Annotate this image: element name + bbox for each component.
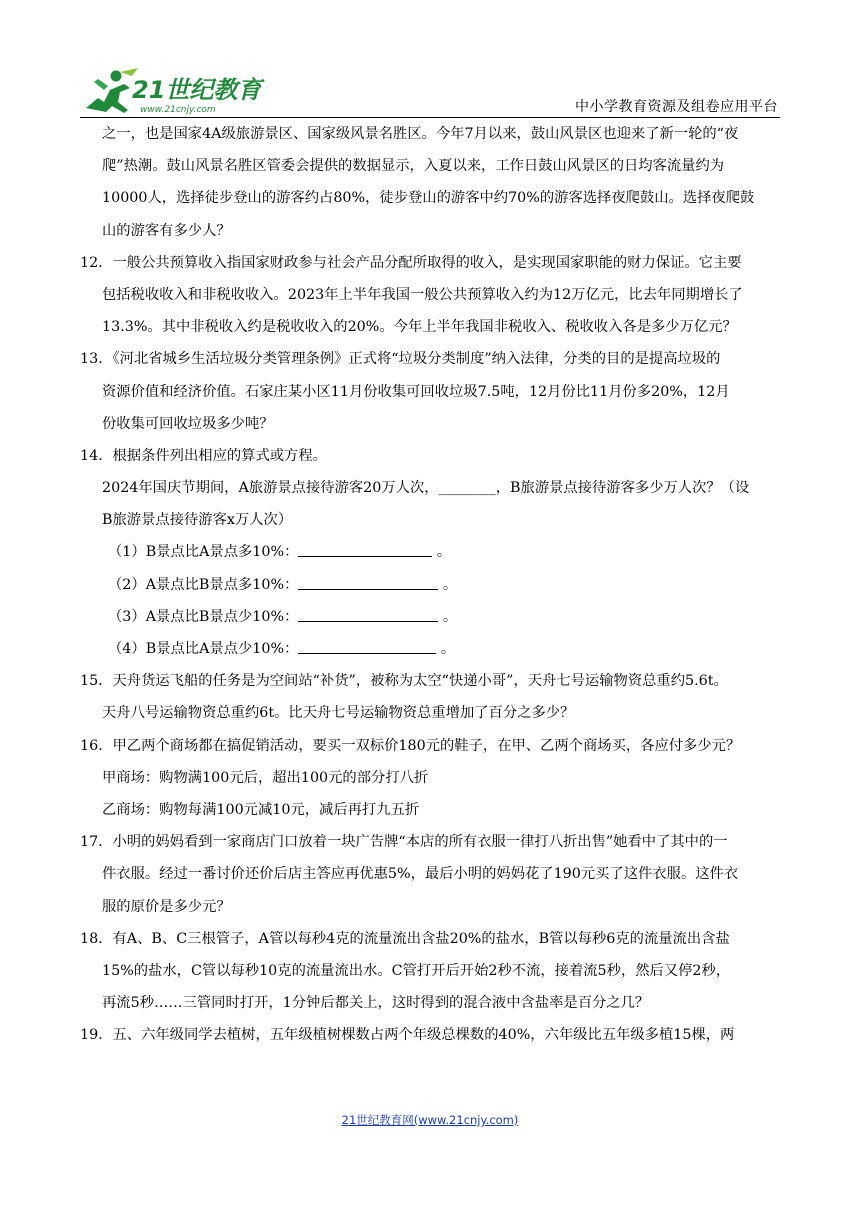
text-line xyxy=(80,408,780,440)
text-line xyxy=(80,504,780,536)
logo-main-text: 21世纪教育 xyxy=(132,76,262,104)
line-text: 16．甲乙两个商场都在搞促销活动，要买一双标价180元的鞋子，在甲、乙两个商场买，各应付多少元？ xyxy=(80,737,741,754)
question-line xyxy=(80,730,780,762)
platform-name: 中小学教育资源及组卷应用平台 xyxy=(575,99,778,115)
line-text: 10000人，选择徒步登山的游客约占80%，徒步登山的游客中约70%的游客选择夜爬鼓山。选择夜爬鼓 xyxy=(102,190,755,207)
text-line xyxy=(80,311,780,343)
question-line xyxy=(80,247,780,279)
line-tail: 。 xyxy=(432,544,452,561)
sub-question-line xyxy=(80,633,780,665)
line-text: 乙商场：购物每满100元减10元，减后再打九五折 xyxy=(102,801,420,818)
line-text: 13.3%。其中非税收入约是税收收入的20%。今年上半年我国非税收入、税收收入各是多少万亿元？ xyxy=(102,319,737,336)
line-text: B旅游景点接待游客x万人次） xyxy=(102,512,293,529)
text-line xyxy=(80,376,780,408)
line-text: 包括税收收入和非税收收入。2023年上半年我国一般公共预算收入约为12万亿元，比去年同期增长了 xyxy=(102,286,743,303)
line-text: 天舟八号运输物资总重约6t。比天舟七号运输物资总重增加了百分之多少？ xyxy=(102,705,575,722)
line-text: 15．天舟货运飞船的任务是为空间站“补货”，被称为太空“快递小哥”，天舟七号运输物资总重约5.6t。 xyxy=(80,673,728,690)
text-line xyxy=(80,987,780,1019)
line-text: 份收集可回收垃圾多少吨？ xyxy=(102,415,274,432)
text-line xyxy=(80,697,780,729)
line-text: 17．小明的妈妈看到一家商店门口放着一块广告牌“本店的所有衣服一律打八折出售”她看中了其中的一 xyxy=(80,834,728,851)
line-tail: 。 xyxy=(438,608,458,625)
line-text: （1）B景点比A景点多10%： xyxy=(108,544,299,561)
line-text: 12．一般公共预算收入指国家财政参与社会产品分配所取得的收入，是实现国家职能的财力保证。它主要 xyxy=(80,254,742,271)
line-text: 18．有A、B、C三根管子，A管以每秒4克的流量流出含盐20%的盐水，B管以每秒6克的流量流出含盐 xyxy=(80,930,730,947)
line-text: 2024年国庆节期间，A旅游景点接待游客20万人次，________，B旅游景点接待游客多少万人次？（设 xyxy=(102,480,750,497)
text-line xyxy=(80,182,780,214)
line-text: 15%的盐水，C管以每秒10克的流量流出水。C管打开后开始2秒不流，接着流5秒，然后又停2秒， xyxy=(102,962,731,979)
text-line xyxy=(80,858,780,890)
line-text: （4）B景点比A景点少10%： xyxy=(108,641,299,657)
text-line xyxy=(80,279,780,311)
line-text: 甲商场：购物满100元后，超出100元的部分打八折 xyxy=(102,769,429,786)
line-text: 再流5秒……三管同时打开，1分钟后都关上，这时得到的混合液中含盐率是百分之几？ xyxy=(102,995,650,1012)
logo-url-text: www.21cnjy.com xyxy=(140,105,216,115)
question-line xyxy=(80,923,780,955)
answer-blank[interactable] xyxy=(298,575,438,590)
sub-question-line xyxy=(80,569,780,601)
sub-question-line xyxy=(80,536,780,568)
text-line xyxy=(80,472,780,504)
text-line xyxy=(80,891,780,923)
sub-question-line xyxy=(80,601,780,633)
page-header xyxy=(0,0,860,125)
footer-link[interactable]: 21世纪教育网(www.21cnjy.com) xyxy=(341,1113,519,1127)
line-text: 13．《河北省城乡生活垃圾分类管理条例》正式将“垃圾分类制度”纳入法律，分类的目的是提高垃圾的 xyxy=(80,351,721,368)
site-logo xyxy=(80,68,270,118)
line-text: 爬”热潮。鼓山风景名胜区管委会提供的数据显示，入夏以来，工作日鼓山风景区的日均客流量约为 xyxy=(102,158,725,175)
answer-blank[interactable] xyxy=(298,542,432,557)
text-line xyxy=(80,762,780,794)
question-line xyxy=(80,1019,780,1051)
line-text: 资源价值和经济价值。石家庄某小区11月份收集可回收垃圾7.5吨，12月份比11月份多20%，12月 xyxy=(102,383,730,400)
text-line xyxy=(80,794,780,826)
text-line xyxy=(80,215,780,247)
question-line xyxy=(80,343,780,375)
line-text: （2）A景点比B景点多10%： xyxy=(108,576,299,593)
text-line xyxy=(80,150,780,182)
text-line xyxy=(80,118,780,150)
line-text: 19．五、六年级同学去植树，五年级植树棵数占两个年级总棵数的40%，六年级比五年级多植15棵，两 xyxy=(80,1027,735,1044)
running-figure-logo-icon xyxy=(80,68,270,118)
line-tail: 。 xyxy=(436,641,456,657)
line-text: 14．根据条件列出相应的算式或方程。 xyxy=(80,447,327,464)
answer-blank[interactable] xyxy=(298,639,436,654)
question-list xyxy=(80,118,780,1051)
line-text: 之一，也是国家4A级旅游景区、国家级风景名胜区。今年7月以来，鼓山风景区也迎来了新一轮的“夜 xyxy=(102,126,739,142)
question-line xyxy=(80,440,780,472)
question-line xyxy=(80,665,780,697)
line-text: 件衣服。经过一番讨价还价后店主答应再优惠5%，最后小明的妈妈花了190元买了这件衣服。这件衣 xyxy=(102,866,739,883)
line-tail: 。 xyxy=(438,576,458,593)
question-line xyxy=(80,826,780,858)
line-text: （3）A景点比B景点少10%： xyxy=(108,608,299,625)
answer-blank[interactable] xyxy=(298,607,438,622)
text-line xyxy=(80,955,780,987)
line-text: 山的游客有多少人？ xyxy=(102,222,231,239)
line-text: 服的原价是多少元？ xyxy=(102,898,231,915)
